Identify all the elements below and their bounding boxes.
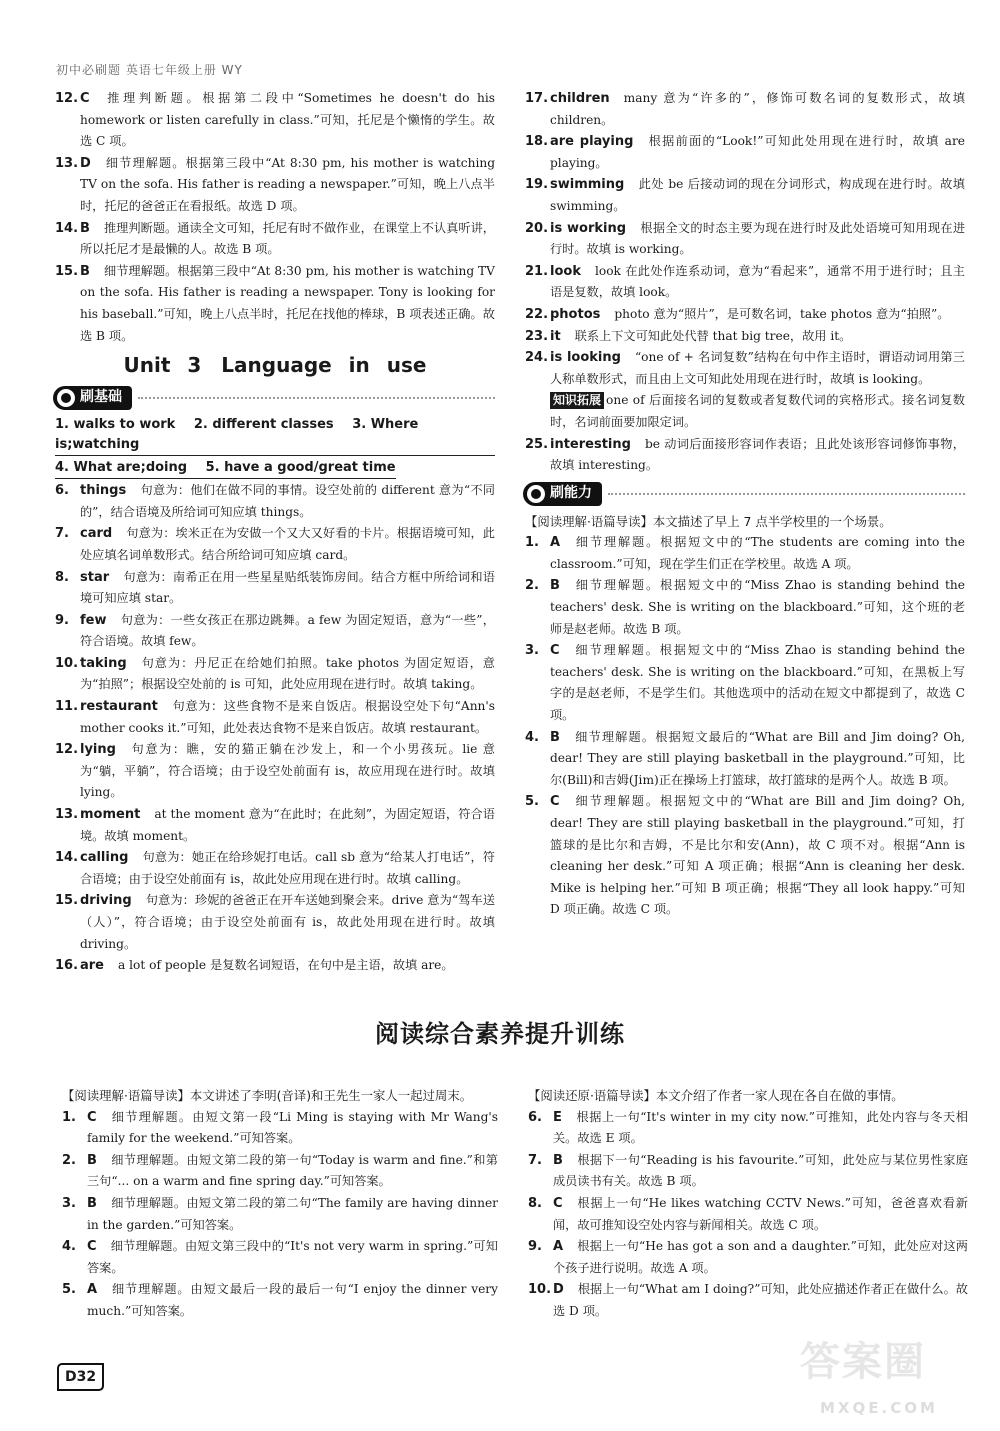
section-title: 阅读综合素养提升训练 (375, 1020, 625, 1048)
item-number: 2. (62, 1152, 76, 1168)
item-answer: is working (550, 220, 627, 236)
item-number: 15. (55, 893, 79, 909)
bottom-right-guide: 【阅读还原·语篇导读】本文介绍了作者一家人现在各自在做的事情。 (528, 1088, 904, 1103)
item-explanation: 联系上下文可知此处代替 that big tree，故用 it。 (574, 328, 852, 343)
item-explanation: 细节理解题。由短文最后一段的最后一句“I enjoy the dinner very much.”可知答案。 (87, 1282, 498, 1318)
list-item (528, 1150, 968, 1193)
item-explanation: 句意为：埃米正在为安做一个又大又好看的卡片。根据语境可知，此处应填名词单数形式。结合所给词可知应填 card。 (80, 526, 495, 562)
item-number: 9. (55, 612, 69, 628)
item-answer: calling (80, 850, 129, 866)
list-item (55, 696, 495, 739)
answers-line-1-text (55, 415, 495, 456)
list-item (528, 1107, 968, 1150)
item-explanation: 句意为：珍妮的爸爸正在开车送她到聚会来。drive 意为“驾车送（人）”，符合语境；由于设空处前面有 is，故此处用现在进行时。故填 driving。 (80, 893, 495, 951)
list-item (55, 739, 495, 804)
badge-ability-label: 刷能力 (550, 484, 592, 501)
list-item (525, 532, 965, 575)
item-explanation: 句意为：南希正在用一些星星贴纸装饰房间。结合方框中所给词和语境可知应填 star。 (80, 569, 495, 606)
item-explanation: 根据全文的时态主要为现在进行时及此处语境可知用现在进行时。故填 is working。 (550, 220, 966, 257)
item-number: 18. (525, 134, 549, 150)
pencil-circle-icon (527, 485, 545, 503)
dotted-divider (608, 493, 965, 495)
item-answer: B (550, 578, 560, 594)
list-item (55, 610, 495, 653)
item-answer: B (87, 1152, 97, 1168)
item-answer: C (553, 1195, 563, 1211)
list-item (525, 88, 965, 131)
item-answer: photos (550, 306, 601, 322)
item-answer: D (553, 1282, 564, 1298)
answer-4: 4. What are;doing (55, 460, 188, 476)
item-answer: C (87, 1109, 97, 1125)
watermark-logo (800, 1339, 980, 1422)
list-item (525, 434, 965, 477)
item-answer: C (550, 794, 560, 810)
item-explanation: photo 意为“照片”，是可数名词，take photos 意为“拍照”。 (614, 306, 950, 321)
item-answer: D (80, 155, 91, 171)
item-explanation: “one of + 名词复数”结构在句中作主语时，谓语动词用第三人称单数形式，而且由上文可知此处用现在进行时，故填 is looking。 (550, 350, 965, 386)
right-basic-items (525, 88, 965, 390)
answer-2: 2. different classes (193, 417, 334, 433)
item-answer: things (80, 483, 127, 499)
item-explanation: 句意为：她正在给珍妮打电话。call sb 意为“给某人打电话”，符合语境；由于设空处前面有 is，故此处应用现在进行时。故填 calling。 (80, 850, 495, 886)
item-number: 7. (55, 526, 69, 542)
item-answer: star (80, 569, 110, 585)
item-number: 8. (528, 1195, 542, 1211)
watermark-text-bottom: MXQE.COM (820, 1399, 938, 1417)
bottom-right-column (528, 1085, 968, 1323)
item-explanation: 根据上一句“It's winter in my city now.”可推知，此处内容与冬天相关。故选 E 项。 (553, 1109, 968, 1146)
answer-5: 5. have a good/great time (205, 460, 396, 476)
item-number: 3. (525, 643, 539, 659)
item-number: 14. (55, 220, 79, 236)
unit-title: Unit 3 Language in use (123, 353, 427, 378)
list-item (55, 153, 495, 218)
item-answer: taking (80, 655, 127, 671)
item-answer: card (80, 526, 113, 542)
list-item (528, 1279, 968, 1322)
item-explanation: 根据前面的“Look!”可知此处用现在进行时，故填 are playing。 (550, 134, 965, 170)
item-answer: B (80, 263, 90, 279)
answers-line-1 (55, 415, 495, 457)
list-item (525, 304, 965, 326)
item-number: 24. (525, 350, 549, 366)
item-answer: C (550, 643, 560, 659)
item-number: 12. (55, 91, 79, 106)
item-answer: B (80, 220, 90, 236)
list-item (525, 640, 965, 726)
item-answer: restaurant (80, 699, 158, 715)
item-answer: A (87, 1282, 98, 1298)
list-item (62, 1107, 498, 1150)
item-explanation: 细节理解题。根据第三段中“At 8:30 pm, his mother is watching TV on the sofa. His father is reading a newspaper.”可知，晚上八点半时，托尼的爸爸正在看报纸。故选 D 项。 (80, 155, 495, 213)
item-number: 4. (62, 1239, 76, 1255)
answer-3: 3. Where is;watching (55, 417, 419, 453)
answer-1: 1. walks to work (55, 417, 176, 433)
list-item (55, 955, 495, 977)
item-number: 25. (525, 436, 549, 452)
list-item (528, 1193, 968, 1236)
item-explanation: 细节理解题。根据短文中的“What are Bill and Jim doing? Oh, dear! They are still playing basketball in the playground.”可知，打篮球的是比尔和吉姆，不是比尔和安(Ann)，故 C 项不对。根据“Ann is cleaning her desk.”可知 A 项正确；根据“Ann is cleaning her desk. Mike is helping her.”可知 B 项正确；根据“They all look happy.”可知 D 项正确。故选 C 项。 (550, 794, 965, 917)
badge-basic-label: 刷基础 (80, 389, 122, 406)
item-explanation: 根据上一句“What am I doing?”可知，此处应描述作者正在做什么。故选 D 项。 (553, 1282, 968, 1318)
right-ability-items (525, 532, 965, 921)
section-bar-ability (523, 479, 965, 509)
item-explanation: 根据下一句“Reading is his favourite.”可知，此处应与某位男性家庭成员读书有关。故选 B 项。 (553, 1152, 968, 1189)
item-answer: are playing (550, 134, 634, 150)
bottom-left-column (62, 1085, 498, 1323)
list-item (62, 1236, 498, 1279)
bottom-left-items (62, 1107, 498, 1323)
item-answer: children (550, 91, 610, 106)
left-top-items (55, 88, 495, 347)
item-answer: few (80, 612, 107, 628)
item-number: 5. (525, 794, 539, 810)
item-number: 4. (525, 729, 539, 745)
item-explanation: 句意为：这些食物不是来自饭店。根据设空处下句“Ann's mother cooks it.”可知，此处表达食物不是来自饭店。故填 restaurant。 (80, 699, 495, 735)
item-explanation: 根据上一句“He likes watching CCTV News.”可知，爸爸喜欢看新闻，故可推知设空处内容与新闻相关。故选 C 项。 (553, 1195, 968, 1232)
list-item (525, 218, 965, 261)
knowledge-box (525, 390, 965, 433)
watermark-text-top: 答案圈 (800, 1339, 926, 1385)
bottom-left-guide: 【阅读理解·语篇导读】本文讲述了李明(音译)和王先生一家人一起过周末。 (62, 1088, 473, 1103)
ability-guide: 【阅读理解·语篇导读】本文描述了早上 7 点半学校里的一个场景。 (525, 513, 892, 529)
list-item (55, 523, 495, 566)
item-number: 21. (525, 263, 549, 279)
item-number: 1. (525, 535, 539, 551)
item-number: 17. (525, 91, 549, 106)
page-number: D32 (57, 1363, 104, 1391)
list-item (525, 727, 965, 792)
list-item (525, 791, 965, 921)
item-answer: A (553, 1239, 564, 1255)
item-answer: A (550, 535, 561, 551)
item-explanation: 细节理解题。根据短文中的“Miss Zhao is standing behind the teachers' desk. She is writing on the blackboard.”可知，在黑板上写字的是赵老师，不是学生们。其他选项中的活动在短文中都提到了，故选 C 项。 (550, 643, 965, 723)
item-explanation: 此处 be 后接动词的现在分词形式，构成现在进行时。故填 swimming。 (550, 177, 965, 213)
item-explanation: many 意为“许多的”，修饰可数名词的复数形式，故填 children。 (550, 91, 965, 127)
badge-ability (523, 482, 602, 506)
item-answer: E (553, 1109, 562, 1125)
left-basic-items (55, 480, 495, 977)
item-number: 9. (528, 1239, 542, 1255)
item-number: 1. (62, 1109, 76, 1125)
list-item (55, 890, 495, 955)
item-answer: B (87, 1195, 97, 1211)
item-explanation: 句意为：瞧，安的猫正躺在沙发上，和一个小男孩玩。lie 意为“躺，平躺”，符合语境；由于设空处前面有 is，故应用现在进行时。故填 lying。 (80, 742, 495, 800)
item-number: 2. (525, 578, 539, 594)
list-item (525, 347, 965, 390)
item-answer: it (550, 328, 561, 344)
item-answer: are (80, 958, 105, 974)
item-answer: C (80, 91, 90, 106)
item-number: 12. (55, 742, 79, 758)
list-item (55, 847, 495, 890)
item-explanation: 推理判断题。通读全文可知，托尼有时不做作业，在课堂上不认真听讲，所以托尼才是最懒的人。故选 B 项。 (80, 220, 495, 257)
list-item (525, 131, 965, 174)
item-explanation: at the moment 意为“在此时；在此刻”，为固定短语，符合语境。故填 moment。 (80, 807, 495, 843)
item-explanation: 细节理解题。根据短文中的“Miss Zhao is standing behind the teachers' desk. She is writing on the blackboard.”可知，这个班的老师是赵老师。故选 B 项。 (550, 578, 965, 636)
item-answer: B (553, 1152, 563, 1168)
item-answer: B (550, 729, 560, 745)
item-number: 14. (55, 850, 79, 866)
list-item (525, 174, 965, 217)
list-item (55, 567, 495, 610)
item-explanation: 句意为：一些女孩正在那边跳舞。a few 为固定短语，意为“一些”，符合语境。故填 few。 (80, 612, 495, 649)
list-item (55, 480, 495, 523)
item-number: 7. (528, 1152, 542, 1168)
list-item (55, 88, 495, 153)
list-item (525, 326, 965, 348)
left-column (55, 88, 495, 977)
item-answer: C (87, 1239, 97, 1255)
list-item (55, 804, 495, 847)
item-explanation: 细节理解题。根据第三段中“At 8:30 pm, his mother is watching TV on the sofa. His father is reading a newspaper. Tony is looking for his baseball.”可知，晚上八点半时，托尼在找他的棒球，B 项表述正确。故选 B 项。 (80, 263, 495, 343)
item-explanation: 细节理解题。由短文第二段的第二句“The family are having dinner in the garden.”可知答案。 (87, 1195, 498, 1232)
item-number: 22. (525, 306, 549, 322)
item-number: 11. (55, 699, 79, 715)
list-item (525, 261, 965, 304)
answers-line-2 (55, 457, 495, 480)
item-number: 16. (55, 958, 79, 974)
item-number: 8. (55, 569, 69, 585)
list-item (62, 1150, 498, 1193)
item-explanation: look 在此处作连系动词，意为“看起来”，通常不用于进行时；且主语是复数，故填 look。 (550, 263, 965, 300)
item-explanation: 细节理解题。由短文第一段“Li Ming is staying with Mr Wang's family for the weekend.”可知答案。 (87, 1109, 498, 1146)
item-answer: is looking (550, 350, 621, 366)
knowledge-text: one of 后面接名词的复数或者复数代词的宾格形式。接名词复数时，名词前面要加限定词。 (550, 393, 965, 429)
item-explanation: 根据上一句“He has got a son and a daughter.”可知，此处应对这两个孩子进行说明。故选 A 项。 (553, 1239, 968, 1275)
item-number: 10. (55, 655, 79, 671)
item-number: 5. (62, 1282, 76, 1298)
list-item (62, 1279, 498, 1322)
item-number: 19. (525, 177, 549, 193)
list-item (55, 261, 495, 347)
item-number: 20. (525, 220, 549, 236)
item-explanation: be 动词后面接形容词作表语；且此处该形容词修饰事物，故填 interesting。 (550, 436, 965, 473)
item-answer: lying (80, 742, 116, 758)
item-number: 3. (62, 1195, 76, 1211)
item-number: 6. (55, 483, 69, 499)
answers-line-2-text (55, 458, 396, 479)
badge-basic (53, 386, 132, 410)
list-item (55, 218, 495, 261)
item-number: 13. (55, 155, 79, 171)
list-item (528, 1236, 968, 1279)
item-answer: look (550, 263, 581, 279)
knowledge-tag: 知识拓展 (550, 392, 604, 409)
item-number: 23. (525, 328, 549, 344)
item-answer: swimming (550, 177, 625, 193)
item-answer: driving (80, 893, 132, 909)
item-explanation: 句意为：他们在做不同的事情。设空处前的 different 意为“不同的”，结合语境及所给词可知应填 things。 (80, 483, 495, 519)
bottom-right-items (528, 1107, 968, 1323)
item-explanation: 细节理解题。由短文第三段中的“It's not very warm in spring.”可知答案。 (87, 1239, 498, 1275)
item-explanation: 句意为：丹尼正在给她们拍照。take photos 为固定短语，意为“拍照”；根据设空处前的 is 可知，此处应用现在进行时。故填 taking。 (80, 655, 495, 692)
dotted-divider (138, 397, 495, 399)
list-item (55, 653, 495, 696)
item-explanation: a lot of people 是复数名词短语，在句中是主语，故填 are。 (118, 958, 454, 973)
item-answer: interesting (550, 436, 631, 452)
section-bar-basic (53, 383, 495, 413)
item-explanation: 细节理解题。根据短文最后的“What are Bill and Jim doing? Oh, dear! They are still playing basketball in the playground.”可知，比尔(Bill)和吉姆(Jim)正在操场上打篮球，故打篮球的是两个人。故选 B 项。 (550, 729, 965, 787)
list-item (62, 1193, 498, 1236)
item-number: 6. (528, 1109, 542, 1125)
item-explanation: 推理判断题。根据第二段中“Sometimes he doesn't do his homework or listen carefully in class.”可知，托尼是个懒惰的学生。故选 C 项。 (80, 91, 495, 149)
running-head: 初中必刷题 英语七年级上册 WY (56, 63, 243, 77)
item-number: 15. (55, 263, 79, 279)
list-item (525, 575, 965, 640)
item-answer: moment (80, 807, 141, 823)
item-explanation: 细节理解题。根据短文中的“The students are coming into the classroom.”可知，现在学生们正在学校里。故选 A 项。 (550, 535, 965, 571)
item-number: 10. (528, 1282, 552, 1298)
item-number: 13. (55, 807, 79, 823)
item-explanation: 细节理解题。由短文第二段的第一句“Today is warm and fine.”和第三句“... on a warm and fine spring day.”可知答案。 (87, 1152, 498, 1189)
right-column (525, 88, 965, 921)
pencil-circle-icon (57, 389, 75, 407)
